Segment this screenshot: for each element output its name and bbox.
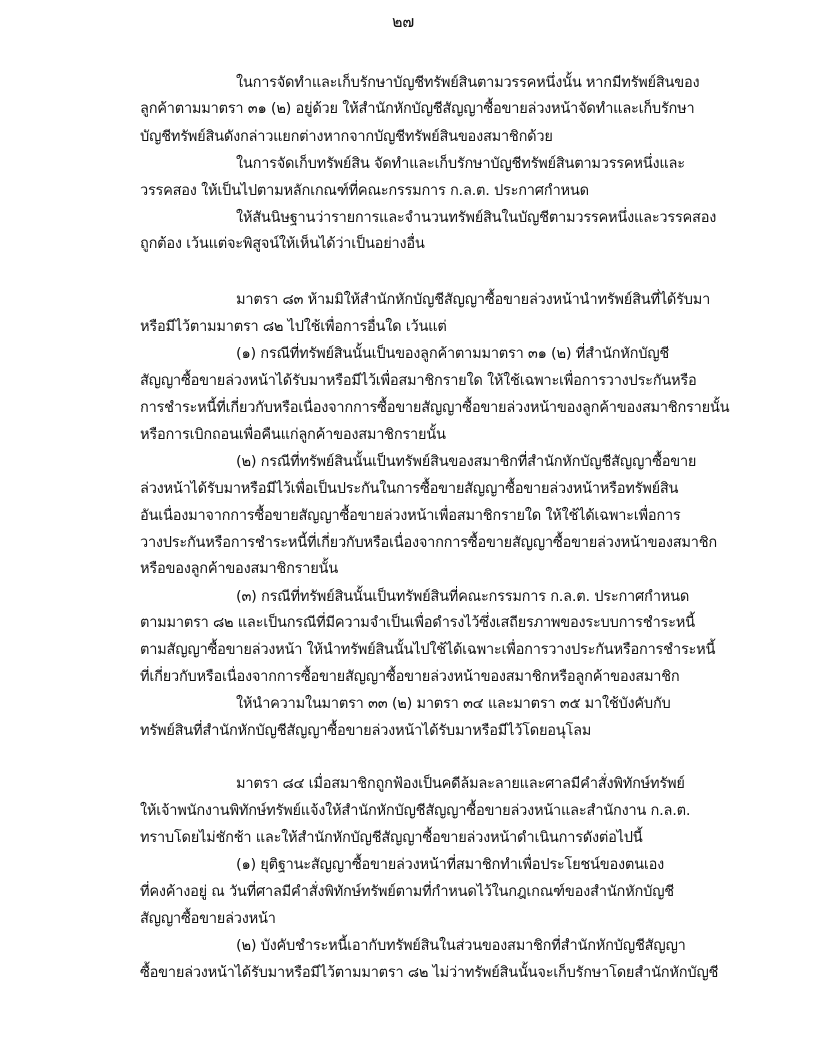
text-line: ให้นำความในมาตรา ๓๓ (๒) มาตรา ๓๔ และมาตรา ๓๕ มาใช้บังคับกับ xyxy=(236,695,671,712)
text-line: ให้สันนิษฐานว่ารายการและจำนวนทรัพย์สินในบัญชีตามวรรคหนึ่งและวรรคสอง xyxy=(236,209,717,226)
text-line: ในการจัดเก็บทรัพย์สิน จัดทำและเก็บรักษาบัญชีทรัพย์สินตามวรรคหนึ่งและ xyxy=(236,155,685,172)
text-line: หรือมีไว้ตามมาตรา ๘๒ ไปใช้เพื่อการอื่นใด เว้นแต่ xyxy=(140,318,447,335)
text-line: ให้เจ้าพนักงานพิทักษ์ทรัพย์แจ้งให้สำนักหักบัญชีสัญญาซื้อขายล่วงหน้าและสำนักงาน ก.ล.ต. xyxy=(140,802,691,819)
text-line: (๒) กรณีที่ทรัพย์สินนั้นเป็นทรัพย์สินของสมาชิกที่สำนักหักบัญชีสัญญาซื้อขาย xyxy=(236,453,697,470)
text-line: อันเนื่องมาจากการซื้อขายสัญญาซื้อขายล่วงหน้าเพื่อสมาชิกรายใด ให้ใช้ได้เฉพาะเพื่อการ xyxy=(140,507,681,524)
text-line: หรือของลูกค้าของสมาชิกรายนั้น xyxy=(140,560,338,577)
text-line: ล่วงหน้าได้รับมาหรือมีไว้เพื่อเป็นประกันในการซื้อขายสัญญาซื้อขายล่วงหน้าหรือทรัพย์สิน xyxy=(140,480,679,497)
section-heading-line: มาตรา ๘๓ ห้ามมิให้สำนักหักบัญชีสัญญาซื้อขายล่วงหน้านำทรัพย์สินที่ได้รับมา xyxy=(236,291,711,308)
text-line: ถูกต้อง เว้นแต่จะพิสูจน์ให้เห็นได้ว่าเป็นอย่างอื่น xyxy=(140,235,425,252)
text-line: สัญญาซื้อขายล่วงหน้าได้รับมาหรือมีไว้เพื่อสมาชิกรายใด ให้ใช้เฉพาะเพื่อการวางประกันหรือ xyxy=(140,372,697,389)
text-line: (๑) กรณีที่ทรัพย์สินนั้นเป็นของลูกค้าตามมาตรา ๓๑ (๒) ที่สำนักหักบัญชี xyxy=(236,345,670,362)
text-line: ที่เกี่ยวกับหรือเนื่องจากการซื้อขายสัญญาซื้อขายล่วงหน้าของสมาชิกหรือลูกค้าของสมาชิก xyxy=(140,668,680,685)
section-heading-line: มาตรา ๘๔ เมื่อสมาชิกถูกฟ้องเป็นคดีล้มละลายและศาลมีคำสั่งพิทักษ์ทรัพย์ xyxy=(236,775,685,792)
text-line: ตามสัญญาซื้อขายล่วงหน้า ให้นำทรัพย์สินนั้นไปใช้ได้เฉพาะเพื่อการวางประกันหรือการชำระหนี้ xyxy=(140,641,716,658)
text-line: (๓) กรณีที่ทรัพย์สินนั้นเป็นทรัพย์สินที่คณะกรรมการ ก.ล.ต. ประกาศกำหนด xyxy=(236,588,690,605)
text-line: ตามมาตรา ๘๒ และเป็นกรณีที่มีความจำเป็นเพื่อดำรงไว้ซึ่งเสถียรภาพของระบบการชำระหนี้ xyxy=(140,614,695,631)
text-line: ที่คงค้างอยู่ ณ วันที่ศาลมีคำสั่งพิทักษ์ทรัพย์ตามที่กำหนดไว้ในกฎเกณฑ์ของสำนักหักบัญชี xyxy=(140,883,674,900)
text-line: (๑) ยุติฐานะสัญญาซื้อขายล่วงหน้าที่สมาชิกทำเพื่อประโยชน์ของตนเอง xyxy=(236,856,664,873)
text-line: สัญญาซื้อขายล่วงหน้า xyxy=(140,910,276,927)
text-line: วรรคสอง ให้เป็นไปตามหลักเกณฑ์ที่คณะกรรมการ ก.ล.ต. ประกาศกำหนด xyxy=(140,182,589,199)
text-line: วางประกันหรือการชำระหนี้ที่เกี่ยวกับหรือเนื่องจากการซื้อขายสัญญาซื้อขายล่วงหน้าของสมาชิก xyxy=(140,534,717,551)
text-line: ซื้อขายล่วงหน้าได้รับมาหรือมีไว้ตามมาตรา ๘๒ ไม่ว่าทรัพย์สินนั้นจะเก็บรักษาโดยสำนักหักบัญชี xyxy=(140,964,719,981)
text-line: บัญชีทรัพย์สินดังกล่าวแยกต่างหากจากบัญชีทรัพย์สินของสมาชิกด้วย xyxy=(140,128,553,145)
text-line: ลูกค้าตามมาตรา ๓๑ (๒) อยู่ด้วย ให้สำนักหักบัญชีสัญญาซื้อขายล่วงหน้าจัดทำและเก็บรักษา xyxy=(140,100,695,117)
page-number: ๒๗ xyxy=(392,12,415,31)
text-line: การชำระหนี้ที่เกี่ยวกับหรือเนื่องจากการซื้อขายสัญญาซื้อขายล่วงหน้าของลูกค้าของสมาชิกรายนั้น xyxy=(140,399,730,416)
text-line: หรือการเบิกถอนเพื่อคืนแก่ลูกค้าของสมาชิกรายนั้น xyxy=(140,426,446,443)
text-line: ทรัพย์สินที่สำนักหักบัญชีสัญญาซื้อขายล่วงหน้าได้รับมาหรือมีไว้โดยอนุโลม xyxy=(140,722,592,739)
text-line: ทราบโดยไม่ชักช้า และให้สำนักหักบัญชีสัญญาซื้อขายล่วงหน้าดำเนินการดังต่อไปนี้ xyxy=(140,829,643,846)
text-line: (๒) บังคับชำระหนี้เอากับทรัพย์สินในส่วนของสมาชิกที่สำนักหักบัญชีสัญญา xyxy=(236,937,686,954)
text-line: ในการจัดทำและเก็บรักษาบัญชีทรัพย์สินตามวรรคหนึ่งนั้น หากมีทรัพย์สินของ xyxy=(236,74,700,91)
